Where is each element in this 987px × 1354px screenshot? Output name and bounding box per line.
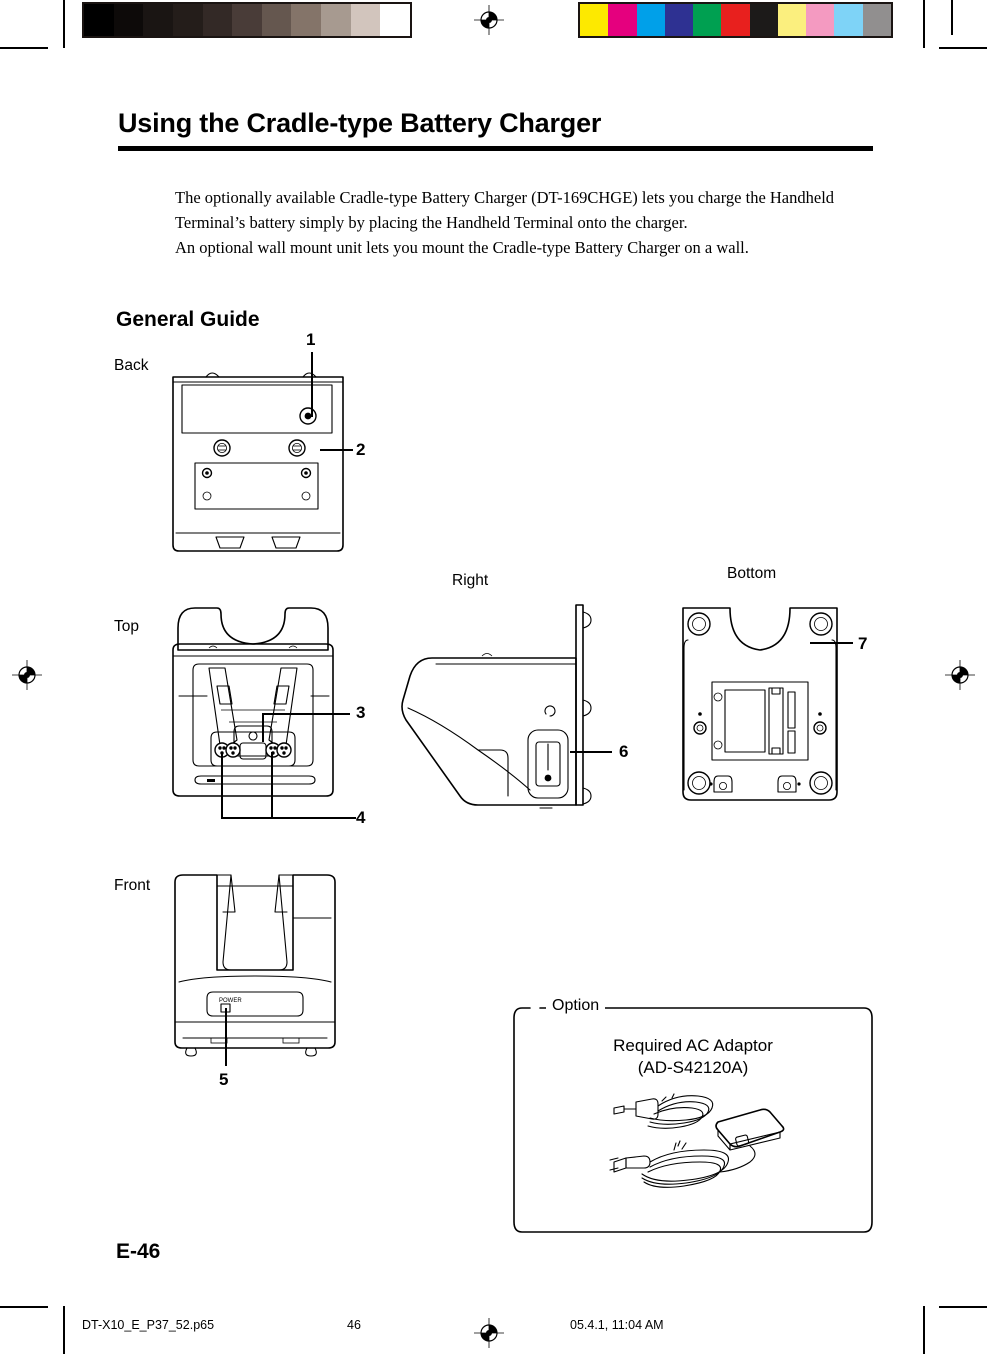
- footer-filename: DT-X10_E_P37_52.p65: [82, 1318, 215, 1332]
- grayscale-swatch-8: [321, 4, 351, 36]
- registration-target-bottom: [474, 1318, 504, 1348]
- option-box-label: Option: [546, 997, 605, 1015]
- callout-leader-3-vertical: [258, 714, 268, 749]
- grayscale-swatch-10: [380, 4, 410, 36]
- color-swatch-9: [834, 4, 862, 36]
- crop-mark-top-left-horizontal: [0, 47, 48, 49]
- color-calibration-strip: [578, 2, 893, 38]
- footer-timestamp: 05.4.1, 11:04 AM: [570, 1318, 664, 1332]
- crop-mark-top-left-vertical: [63, 0, 65, 48]
- footer-page-number: 46: [347, 1318, 361, 1332]
- grayscale-swatch-5: [232, 4, 262, 36]
- registration-target-right: [945, 660, 975, 690]
- callout-number-4: 4: [356, 808, 366, 827]
- callout-number-2: 2: [356, 440, 366, 459]
- grayscale-swatch-6: [262, 4, 292, 36]
- page-number-label: E-46: [116, 1240, 161, 1263]
- view-label-back: Back: [114, 357, 149, 374]
- color-swatch-3: [665, 4, 693, 36]
- crop-mark-bottom-left-vertical: [63, 1306, 65, 1354]
- color-swatch-8: [806, 4, 834, 36]
- color-swatch-2: [637, 4, 665, 36]
- color-swatch-7: [778, 4, 806, 36]
- callout-leader-5: [216, 1008, 236, 1078]
- registration-target-left: [12, 660, 42, 690]
- grayscale-swatch-2: [143, 4, 173, 36]
- section-heading-general-guide: General Guide: [116, 308, 260, 331]
- crop-mark-top-right-vertical: [923, 0, 925, 48]
- grayscale-swatch-0: [84, 4, 114, 36]
- crop-mark-bottom-right-vertical: [923, 1306, 925, 1354]
- callout-leader-3: [262, 700, 362, 730]
- option-item-model: (AD-S42120A): [637, 1058, 749, 1077]
- intro-paragraph-1: The optionally available Cradle-type Battery Charger (DT-169CHGE) lets you charge the Handheld Terminal’s battery simply by placing the Handheld Terminal onto the charger.: [175, 188, 835, 232]
- grayscale-calibration-strip: [82, 2, 412, 38]
- intro-paragraph-2: An optional wall mount unit lets you mount the Cradle-type Battery Charger on a wall.: [175, 238, 749, 257]
- grayscale-swatch-7: [291, 4, 321, 36]
- crop-mark-top-right-bleed: [951, 0, 953, 35]
- color-swatch-4: [693, 4, 721, 36]
- diagram-right-view: [400, 600, 610, 820]
- callout-number-3: 3: [356, 703, 366, 722]
- grayscale-swatch-1: [114, 4, 144, 36]
- grayscale-swatch-9: [351, 4, 381, 36]
- crop-mark-bottom-left-horizontal: [0, 1306, 48, 1308]
- view-label-front: Front: [114, 877, 151, 894]
- diagram-back-view: [160, 355, 410, 570]
- callout-number-6: 6: [619, 742, 629, 761]
- grayscale-swatch-4: [203, 4, 233, 36]
- registration-target-top: [474, 5, 504, 35]
- grayscale-swatch-3: [173, 4, 203, 36]
- title-underline-rule: [118, 146, 873, 151]
- color-swatch-5: [721, 4, 749, 36]
- page-title: Using the Cradle-type Battery Charger: [118, 108, 602, 138]
- callout-leader-4: [218, 752, 366, 832]
- callout-number-7: 7: [858, 634, 868, 653]
- color-swatch-1: [608, 4, 636, 36]
- color-swatch-0: [580, 4, 608, 36]
- option-item-name: Required AC Adaptor: [613, 1036, 773, 1055]
- callout-number-5: 5: [219, 1070, 229, 1089]
- crop-mark-bottom-right-horizontal: [939, 1306, 987, 1308]
- diagram-front-view: [165, 870, 345, 1065]
- color-swatch-6: [750, 4, 778, 36]
- color-swatch-10: [863, 4, 891, 36]
- callout-number-1: 1: [306, 330, 316, 349]
- view-label-top: Top: [114, 618, 139, 635]
- crop-mark-top-right-horizontal: [939, 47, 987, 49]
- ac-adaptor-illustration: [600, 1088, 790, 1203]
- view-label-bottom: Bottom: [727, 565, 777, 582]
- view-label-right: Right: [452, 572, 489, 589]
- intro-text-block: [175, 185, 865, 260]
- svg-text:POWER: POWER: [219, 998, 242, 1004]
